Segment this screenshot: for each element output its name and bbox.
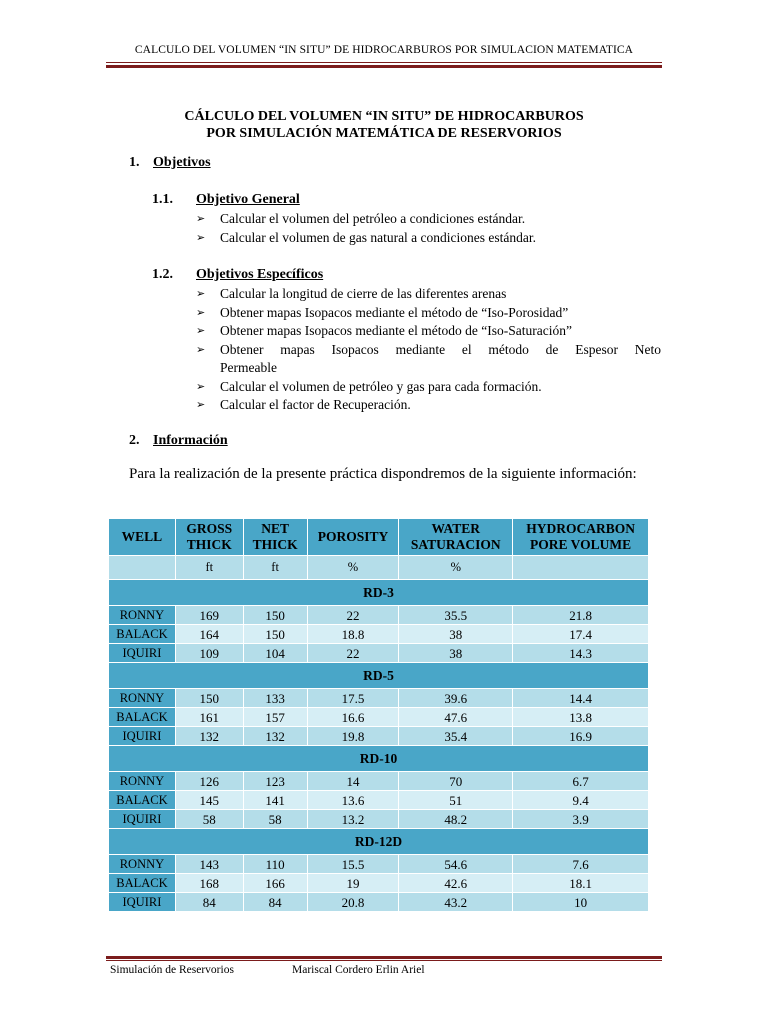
table-cell: 166 bbox=[243, 874, 307, 893]
general-objectives-list bbox=[196, 210, 661, 247]
table-cell: 70 bbox=[399, 772, 513, 791]
table-cell: 157 bbox=[243, 708, 307, 727]
document-title bbox=[0, 108, 768, 142]
footer-course: Simulación de Reservorios bbox=[110, 964, 234, 976]
subsection-1-1-number: 1.1. bbox=[152, 192, 173, 207]
table-row bbox=[109, 810, 649, 829]
table-cell: 132 bbox=[175, 727, 243, 746]
table-cell: 20.8 bbox=[307, 893, 399, 912]
table-cell: 133 bbox=[243, 689, 307, 708]
well-name-cell: RONNY bbox=[109, 606, 176, 625]
section-2-number: 2. bbox=[129, 433, 140, 448]
table-cell: 13.2 bbox=[307, 810, 399, 829]
table-cell: 126 bbox=[175, 772, 243, 791]
subsection-1-1-heading bbox=[152, 192, 300, 208]
subsection-1-1-label: Objetivo General bbox=[196, 192, 300, 207]
table-row bbox=[109, 874, 649, 893]
table-row bbox=[109, 689, 649, 708]
table-cell: 6.7 bbox=[513, 772, 649, 791]
column-header: WELL bbox=[109, 519, 176, 556]
column-header: HYDROCARBON PORE VOLUME bbox=[513, 519, 649, 556]
title-line-1: CÁLCULO DEL VOLUMEN “IN SITU” DE HIDROCARBUROS bbox=[184, 109, 584, 124]
group-label: RD-5 bbox=[109, 663, 649, 689]
page-header: CALCULO DEL VOLUMEN “IN SITU” DE HIDROCARBUROS POR SIMULACION MATEMATICA bbox=[134, 44, 634, 56]
well-name-cell: IQUIRI bbox=[109, 727, 176, 746]
group-header-row bbox=[109, 829, 649, 855]
header-rule-thin bbox=[106, 62, 662, 63]
list-item: ➢ Obtener mapas Isopacos mediante el método de “Iso-Saturación” bbox=[196, 322, 661, 341]
table-cell: 84 bbox=[243, 893, 307, 912]
unit-cell bbox=[513, 556, 649, 580]
table-row bbox=[109, 606, 649, 625]
well-name-cell: RONNY bbox=[109, 772, 176, 791]
column-header: NET THICK bbox=[243, 519, 307, 556]
table-cell: 38 bbox=[399, 625, 513, 644]
list-item: ➢ Calcular el volumen de gas natural a condiciones estándar. bbox=[196, 229, 661, 248]
table-cell: 18.1 bbox=[513, 874, 649, 893]
table-row bbox=[109, 855, 649, 874]
table-cell: 150 bbox=[175, 689, 243, 708]
table-cell: 9.4 bbox=[513, 791, 649, 810]
table-cell: 17.4 bbox=[513, 625, 649, 644]
table-cell: 16.9 bbox=[513, 727, 649, 746]
table-cell: 38 bbox=[399, 644, 513, 663]
group-label: RD-10 bbox=[109, 746, 649, 772]
table-cell: 3.9 bbox=[513, 810, 649, 829]
subsection-1-2-heading bbox=[152, 267, 323, 283]
table-cell: 14.3 bbox=[513, 644, 649, 663]
table-row bbox=[109, 708, 649, 727]
table-cell: 169 bbox=[175, 606, 243, 625]
table-cell: 47.6 bbox=[399, 708, 513, 727]
well-name-cell: IQUIRI bbox=[109, 644, 176, 663]
table-row bbox=[109, 644, 649, 663]
list-item: ➢ Calcular el volumen del petróleo a condiciones estándar. bbox=[196, 210, 661, 229]
units-row bbox=[109, 556, 649, 580]
table-cell: 145 bbox=[175, 791, 243, 810]
unit-cell: % bbox=[399, 556, 513, 580]
column-header: WATER SATURACION bbox=[399, 519, 513, 556]
reservoir-data-table bbox=[108, 518, 649, 912]
table-cell: 14 bbox=[307, 772, 399, 791]
specific-objectives-list bbox=[196, 285, 661, 415]
group-header-row bbox=[109, 746, 649, 772]
table-cell: 132 bbox=[243, 727, 307, 746]
table-cell: 39.6 bbox=[399, 689, 513, 708]
unit-cell bbox=[109, 556, 176, 580]
list-item-line: ➢ Obtener mapas Isopacos mediante el método de Espesor Neto bbox=[220, 341, 661, 357]
section-1-label: Objetivos bbox=[153, 155, 211, 170]
subsection-1-2-number: 1.2. bbox=[152, 267, 173, 282]
subsection-1-2-label: Objetivos Específicos bbox=[196, 267, 324, 282]
table-cell: 164 bbox=[175, 625, 243, 644]
table-cell: 22 bbox=[307, 644, 399, 663]
table-cell: 110 bbox=[243, 855, 307, 874]
table-cell: 19 bbox=[307, 874, 399, 893]
well-name-cell: BALACK bbox=[109, 791, 176, 810]
table-cell: 35.5 bbox=[399, 606, 513, 625]
group-label: RD-3 bbox=[109, 580, 649, 606]
table-cell: 18.8 bbox=[307, 625, 399, 644]
footer-rule-thick bbox=[106, 956, 662, 959]
table-cell: 123 bbox=[243, 772, 307, 791]
list-item: ➢ Obtener mapas Isopacos mediante el método de “Iso-Porosidad” bbox=[196, 304, 661, 323]
table-cell: 7.6 bbox=[513, 855, 649, 874]
section-2-intro: Para la realización de la presente práctica dispondremos de la siguiente información: bbox=[129, 466, 637, 482]
table-cell: 15.5 bbox=[307, 855, 399, 874]
table-row bbox=[109, 893, 649, 912]
table-cell: 14.4 bbox=[513, 689, 649, 708]
group-label: RD-12D bbox=[109, 829, 649, 855]
section-1-number: 1. bbox=[129, 155, 140, 170]
table-cell: 161 bbox=[175, 708, 243, 727]
table-cell: 109 bbox=[175, 644, 243, 663]
section-2-label: Información bbox=[153, 433, 228, 448]
column-header: GROSS THICK bbox=[175, 519, 243, 556]
table-cell: 17.5 bbox=[307, 689, 399, 708]
table-cell: 143 bbox=[175, 855, 243, 874]
well-name-cell: RONNY bbox=[109, 855, 176, 874]
table-cell: 150 bbox=[243, 625, 307, 644]
table-cell: 168 bbox=[175, 874, 243, 893]
table-cell: 13.8 bbox=[513, 708, 649, 727]
unit-cell: ft bbox=[175, 556, 243, 580]
table-cell: 21.8 bbox=[513, 606, 649, 625]
list-item: ➢ Calcular el factor de Recuperación. bbox=[196, 396, 661, 415]
group-header-row bbox=[109, 580, 649, 606]
table-cell: 16.6 bbox=[307, 708, 399, 727]
section-1-heading bbox=[129, 155, 211, 171]
table-cell: 42.6 bbox=[399, 874, 513, 893]
table-cell: 141 bbox=[243, 791, 307, 810]
list-item: ➢ Calcular el volumen de petróleo y gas para cada formación. bbox=[196, 378, 661, 397]
unit-cell: % bbox=[307, 556, 399, 580]
table-cell: 54.6 bbox=[399, 855, 513, 874]
well-name-cell: IQUIRI bbox=[109, 810, 176, 829]
group-header-row bbox=[109, 663, 649, 689]
unit-cell: ft bbox=[243, 556, 307, 580]
title-line-2: POR SIMULACIÓN MATEMÁTICA DE RESERVORIOS bbox=[206, 126, 562, 141]
well-name-cell: BALACK bbox=[109, 625, 176, 644]
table-cell: 19.8 bbox=[307, 727, 399, 746]
table-header-row bbox=[109, 519, 649, 556]
table-cell: 13.6 bbox=[307, 791, 399, 810]
well-name-cell: RONNY bbox=[109, 689, 176, 708]
header-rule-thick bbox=[106, 65, 662, 68]
well-name-cell: BALACK bbox=[109, 708, 176, 727]
table-cell: 43.2 bbox=[399, 893, 513, 912]
table-cell: 22 bbox=[307, 606, 399, 625]
table-cell: 58 bbox=[175, 810, 243, 829]
well-name-cell: BALACK bbox=[109, 874, 176, 893]
list-item bbox=[196, 341, 661, 378]
table-cell: 10 bbox=[513, 893, 649, 912]
table-cell: 48.2 bbox=[399, 810, 513, 829]
table-row bbox=[109, 625, 649, 644]
table-cell: 35.4 bbox=[399, 727, 513, 746]
footer-author: Mariscal Cordero Erlin Ariel bbox=[292, 964, 425, 976]
table-cell: 150 bbox=[243, 606, 307, 625]
table-row bbox=[109, 727, 649, 746]
table-cell: 104 bbox=[243, 644, 307, 663]
table-row bbox=[109, 791, 649, 810]
table-cell: 58 bbox=[243, 810, 307, 829]
table-cell: 84 bbox=[175, 893, 243, 912]
table-row bbox=[109, 772, 649, 791]
column-header: POROSITY bbox=[307, 519, 399, 556]
list-item: ➢ Calcular la longitud de cierre de las diferentes arenas bbox=[196, 285, 661, 304]
footer-rule-thin bbox=[106, 960, 662, 961]
section-2-heading bbox=[129, 433, 228, 449]
table-cell: 51 bbox=[399, 791, 513, 810]
list-item-line: Permeable bbox=[220, 360, 277, 375]
well-name-cell: IQUIRI bbox=[109, 893, 176, 912]
